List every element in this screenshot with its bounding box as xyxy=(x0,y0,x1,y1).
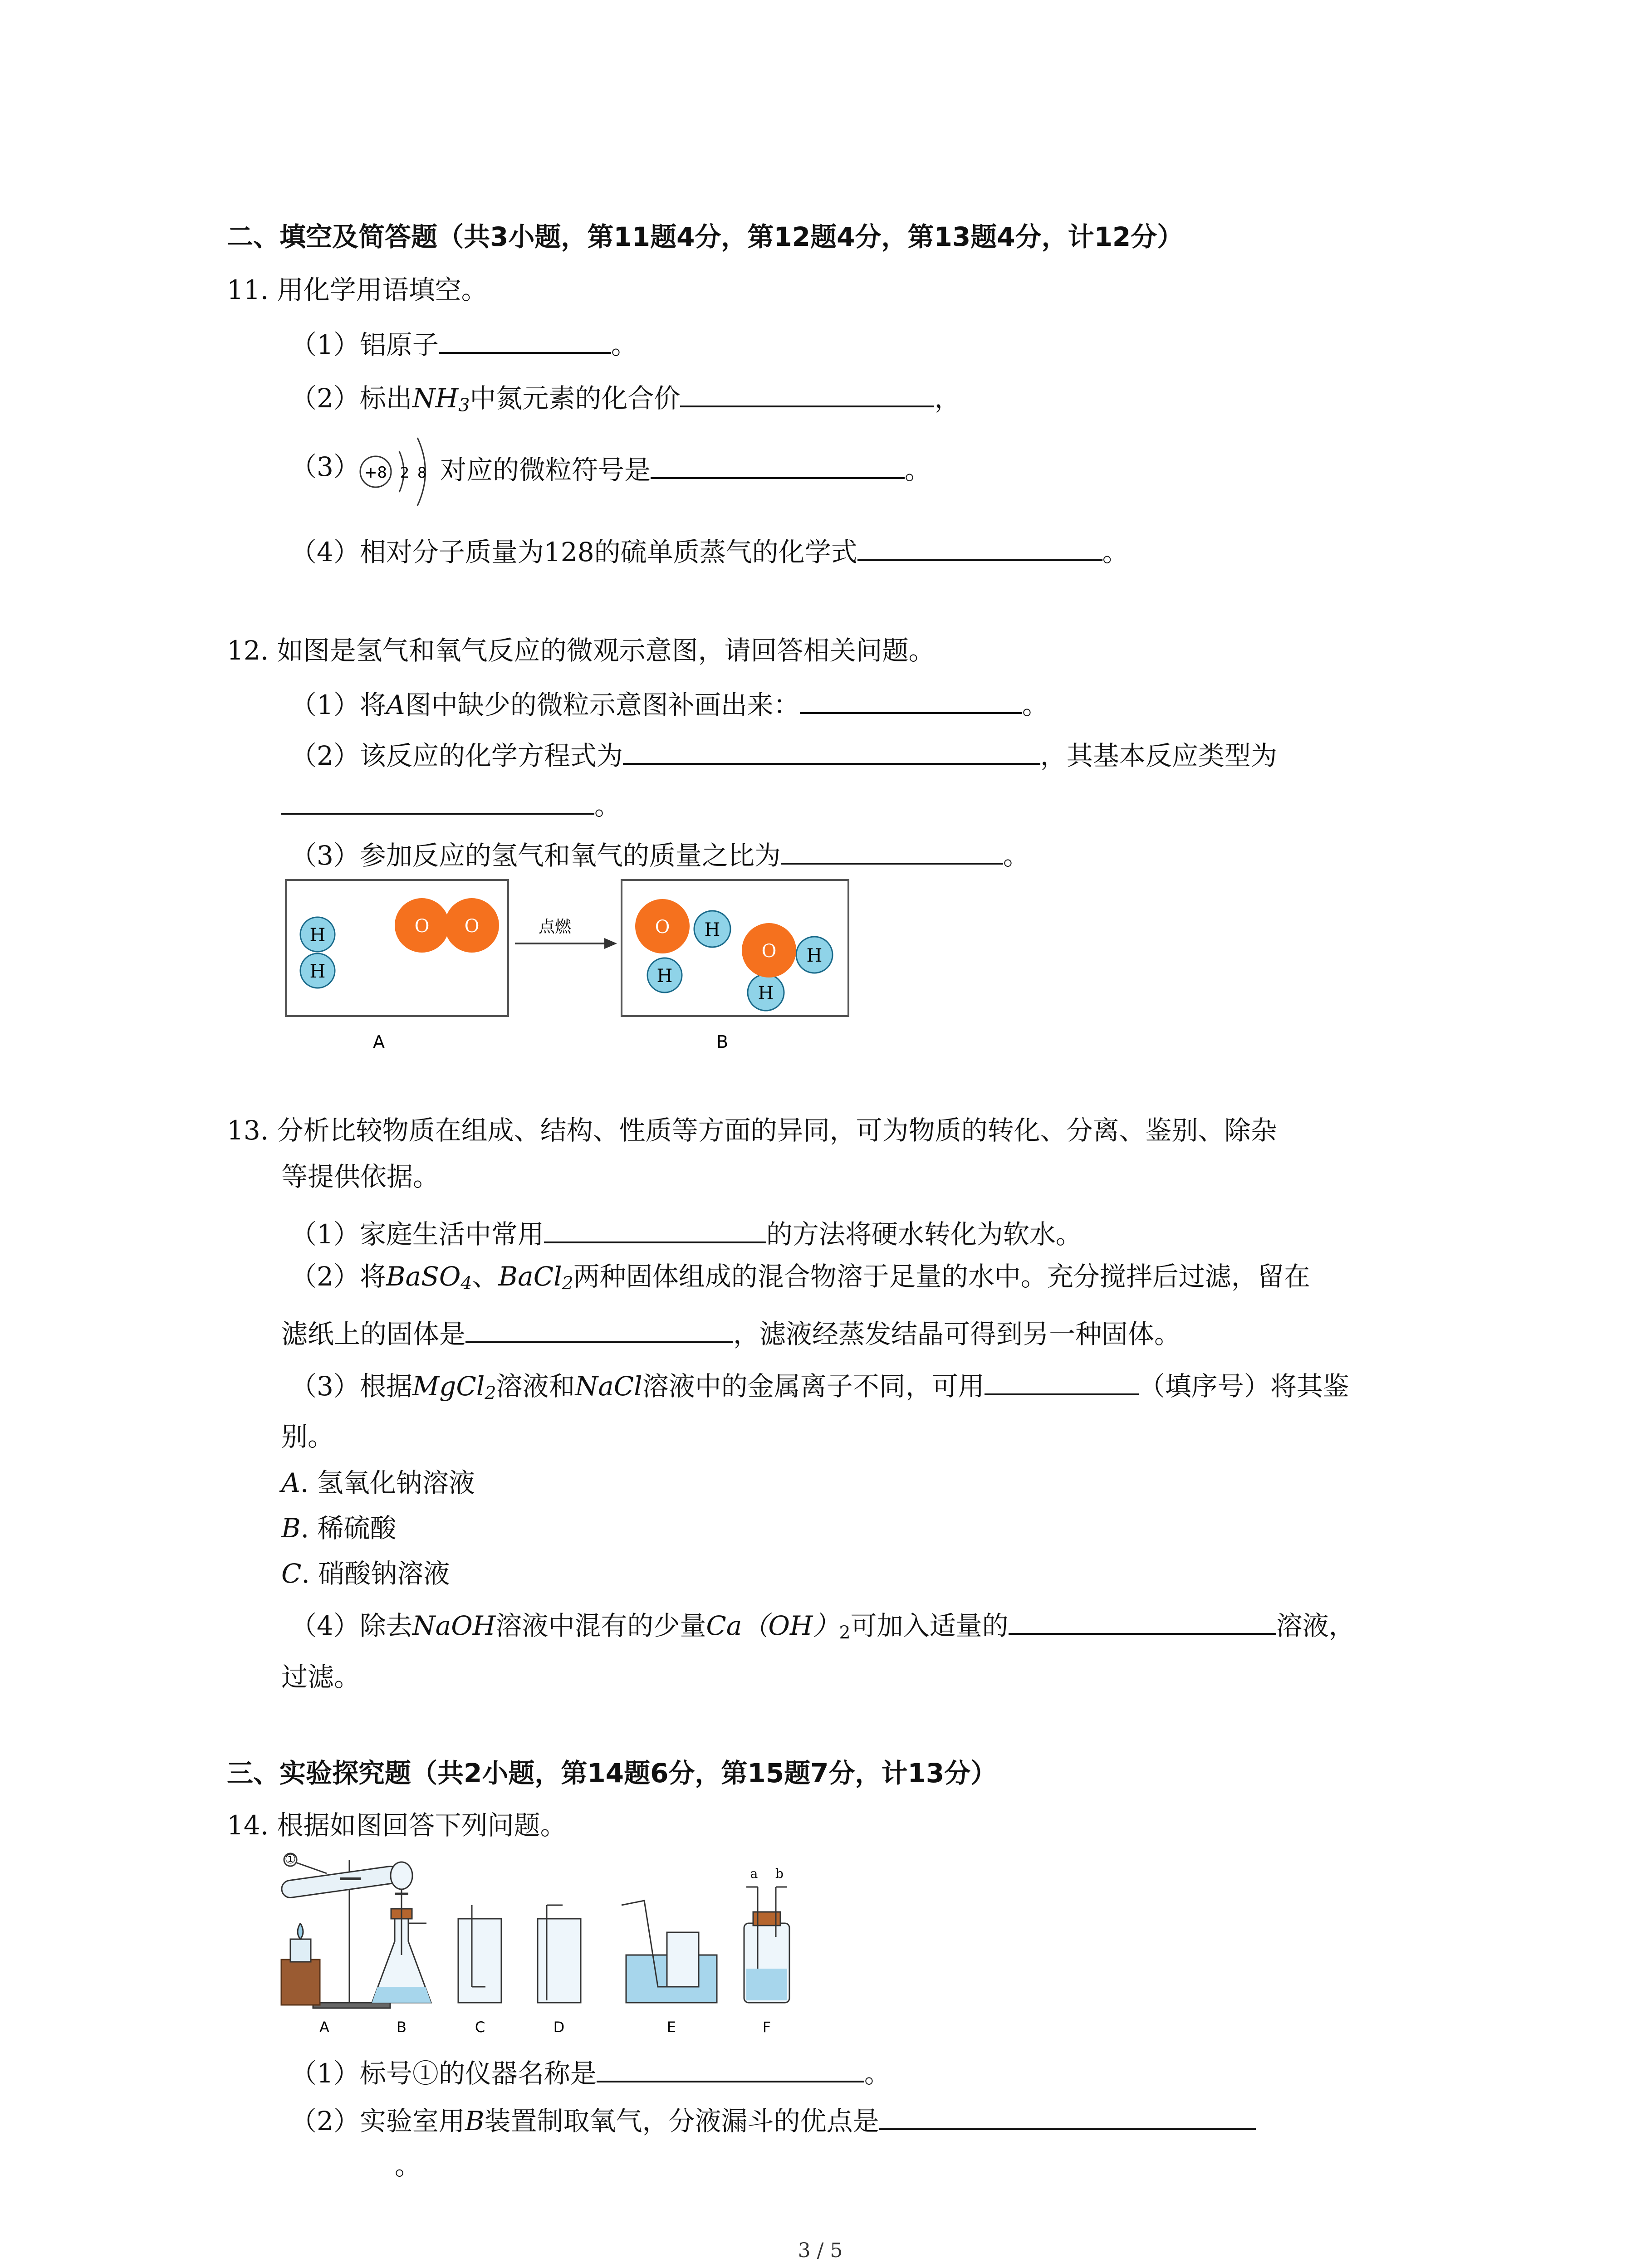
label-a: A xyxy=(373,1032,385,1052)
nucleus-charge: +8 xyxy=(364,464,387,482)
section-2-heading: 二、填空及简答题（共3小题，第11题4分，第12题4分，第13题4分，计12分） xyxy=(227,221,1184,252)
apparatus-c xyxy=(458,1905,501,2003)
label-b: B xyxy=(716,1032,729,1052)
q12-part2-cont: 。 xyxy=(281,789,621,819)
q12-stem: 12. 如图是氢气和氧气反应的微观示意图，请回答相关问题。 xyxy=(227,635,935,666)
q11-part2: （2）标出$NH_3$中氮元素的化合价 ， xyxy=(290,383,961,416)
q12-part3: （3）参加反应的氢气和氧气的质量之比为 。 xyxy=(290,840,1029,871)
svg-text:H: H xyxy=(656,966,673,987)
q14-part2: （2）实验室用B装置制取氧气，分液漏斗的优点是 xyxy=(290,2105,1256,2134)
apparatus-d xyxy=(538,1905,581,2003)
q13-part4: （4）除去NaOH溶液中混有的少量$Ca(OH)_2$可加入适量的 溶液， xyxy=(290,1610,1355,1643)
q11-part3-label: （3） xyxy=(290,451,360,482)
apparatus-label-e: E xyxy=(666,2019,676,2036)
svg-text:O: O xyxy=(655,917,670,938)
answer-blank[interactable] xyxy=(544,1218,766,1243)
marker-1: ① xyxy=(284,1852,296,1867)
q11-part4: （4）相对分子质量为128的硫单质蒸气的化学式 。 xyxy=(290,537,1129,567)
shell2-electrons: 8 xyxy=(417,464,427,481)
arrow-label: 点燃 xyxy=(538,918,572,936)
answer-blank[interactable] xyxy=(781,839,1003,865)
option-c: C. 硝酸钠溶液 xyxy=(281,1558,450,1589)
answer-blank[interactable] xyxy=(597,2057,864,2082)
q13-part3-cont: 别。 xyxy=(281,1421,334,1452)
q13-stem-line2: 等提供依据。 xyxy=(281,1161,440,1192)
q13-part1: （1）家庭生活中常用 的方法将硬水转化为软水。 xyxy=(290,1219,1082,1250)
shell1-electrons: 2 xyxy=(400,464,410,481)
q12-part2: （2）该反应的化学方程式为 ，其基本反应类型为 xyxy=(290,740,1277,771)
svg-text:H: H xyxy=(758,983,774,1004)
apparatus-label-f: F xyxy=(762,2019,771,2036)
reaction-micro-diagram xyxy=(281,875,862,1066)
svg-text:H: H xyxy=(806,945,823,966)
tube-b-label: b xyxy=(775,1866,784,1881)
q11-part3: 对应的微粒符号是 。 xyxy=(440,455,931,485)
q13-part3: （3）根据MgCl$_2$溶液和NaCl溶液中的金属离子不同，可用 （填序号）将其鉴 xyxy=(290,1371,1349,1404)
apparatus-label-d: D xyxy=(553,2019,565,2036)
answer-blank[interactable] xyxy=(985,1370,1139,1395)
answer-blank[interactable] xyxy=(465,1318,733,1343)
apparatus-e xyxy=(622,1901,717,2003)
answer-blank[interactable] xyxy=(651,454,905,479)
svg-text:O: O xyxy=(464,916,480,937)
svg-text:O: O xyxy=(414,916,430,937)
q14-part2-cont: 。 xyxy=(395,2150,421,2181)
answer-blank[interactable] xyxy=(800,689,1022,714)
apparatus-f xyxy=(744,1887,789,2003)
q11-stem: 11. 用化学用语填空。 xyxy=(227,274,488,305)
svg-text:H: H xyxy=(309,925,326,946)
q13-part2-cont: 滤纸上的固体是 ，滤液经蒸发结晶可得到另一种固体。 xyxy=(281,1319,1181,1349)
page-number: 3 / 5 xyxy=(798,2239,843,2262)
q13-part4-cont: 过滤。 xyxy=(281,1662,361,1692)
answer-blank[interactable] xyxy=(439,328,611,354)
svg-text:O: O xyxy=(761,941,777,962)
answer-blank[interactable] xyxy=(1009,1609,1276,1635)
lab-apparatus-figure xyxy=(272,1851,862,2041)
svg-text:H: H xyxy=(309,961,326,982)
q12-part1: （1）将A图中缺少的微粒示意图补画出来： 。 xyxy=(290,689,1048,720)
apparatus-label-a: A xyxy=(319,2019,329,2036)
q11-part1: （1）铝原子 。 xyxy=(290,329,637,360)
answer-blank[interactable] xyxy=(680,382,934,407)
option-b: B. 稀硫酸 xyxy=(281,1513,397,1544)
apparatus-label-c: C xyxy=(475,2019,485,2036)
answer-blank[interactable] xyxy=(623,739,1040,765)
q13-part2: （2）将BaSO$_4$、BaCl$_2$两种固体组成的混合物溶于足量的水中。充分搅拌后过滤，留在 xyxy=(290,1261,1310,1294)
svg-text:H: H xyxy=(704,919,720,940)
section-3-heading: 三、实验探究题（共2小题，第14题6分，第15题7分，计13分） xyxy=(227,1758,997,1789)
answer-blank[interactable] xyxy=(281,789,594,815)
option-a: A. 氢氧化钠溶液 xyxy=(281,1467,475,1498)
answer-blank[interactable] xyxy=(879,2105,1256,2130)
tube-a-label: a xyxy=(750,1866,758,1881)
atom-structure-diagram xyxy=(354,429,440,515)
apparatus-label-b: B xyxy=(397,2019,407,2036)
q14-part1: （1）标号①的仪器名称是 。 xyxy=(290,2058,891,2089)
answer-blank[interactable] xyxy=(857,536,1102,561)
q14-stem: 14. 根据如图回答下列问题。 xyxy=(227,1810,567,1841)
q13-stem-line1: 13. 分析比较物质在组成、结构、性质等方面的异同，可为物质的转化、分离、鉴别、除杂 xyxy=(227,1115,1277,1146)
